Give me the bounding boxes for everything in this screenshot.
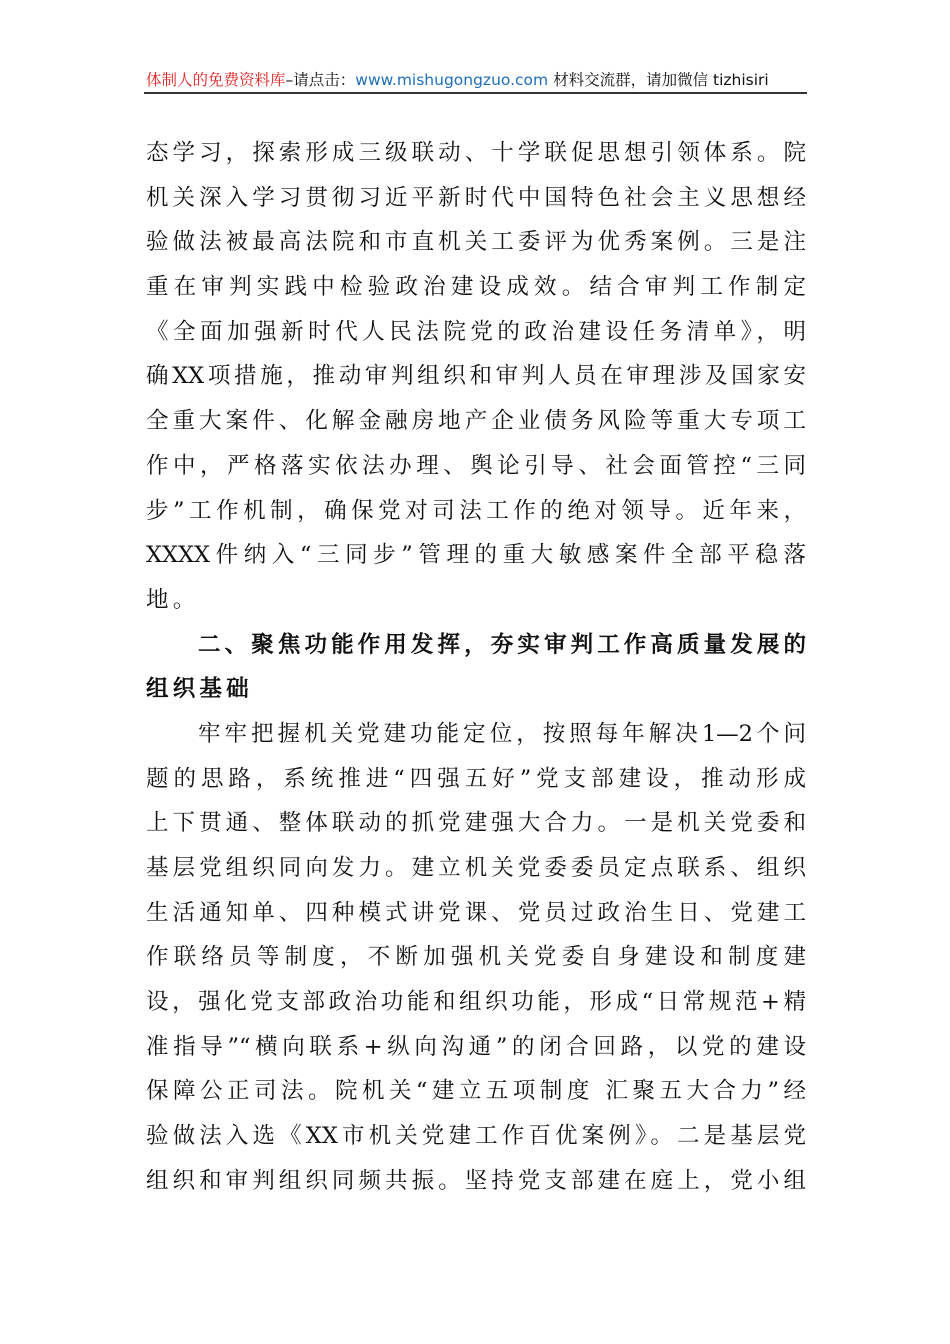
text-line: 《全面加强新时代人民法院党的政治建设任务清单》，明 [146,318,806,345]
page-header [146,68,806,90]
site-name: 体制人的免费资料库 [146,71,286,89]
document-body [146,136,806,1209]
text-line: 牢牢把握机关党建功能定位，按照每年解决1—2个问 [198,720,806,747]
text-line: 地。 [146,586,200,613]
heading-line: 组织基础 [146,676,253,703]
section-heading [146,628,806,717]
text-line: 设，强化党支部政治功能和组织功能，形成“日常规范+精 [146,989,806,1016]
text-line: 保障公正司法。院机关“建立五项制度 汇聚五大合力”经 [146,1078,806,1105]
text-line: 作中，严格落实依法办理、舆论引导、社会面管控“三同 [146,452,806,479]
text-line: 全重大案件、化解金融房地产企业债务风险等重大专项工 [146,408,806,435]
text-line: 题的思路，系统推进“四强五好”党支部建设，推动形成 [146,765,806,792]
text-line: 作联络员等制度，不断加强机关党委自身建设和制度建 [146,944,806,971]
text-line: 重在审判实践中检验政治建设成效。结合审判工作制定 [146,274,806,301]
text-line: 验做法被最高法院和市直机关工委评为优秀案例。三是注 [146,229,806,256]
paragraph-2 [146,717,806,1209]
text-line: XXXX件纳入“三同步”管理的重大敏感案件全部平稳落 [146,542,806,569]
header-url-link[interactable]: www.mishugongzuo.com [355,71,549,89]
text-line: 组织和审判组织同频共振。坚持党支部建在庭上，党小组 [146,1167,806,1194]
text-line: 验做法入选《XX市机关党建工作百优案例》。二是基层党 [146,1123,806,1150]
heading-line: 二、聚焦功能作用发挥，夯实审判工作高质量发展的 [198,631,806,658]
text-line: 态学习，探索形成三级联动、十学联促思想引领体系。院 [146,140,806,166]
text-line: 准指导”“横向联系+纵向沟通”的闭合回路，以党的建设 [146,1033,806,1060]
header-prompt: –请点击： [285,71,356,89]
header-contact: 材料交流群，请加微信 tizhisiri [553,71,769,89]
text-line: 生活通知单、四种模式讲党课、党员过政治生日、党建工 [146,899,806,926]
text-line: 上下贯通、整体联动的抓党建强大合力。一是机关党委和 [146,810,806,837]
text-line: 确XX项措施，推动审判组织和审判人员在审理涉及国家安 [146,363,806,390]
paragraph-1 [146,136,806,628]
text-line: 步”工作机制，确保党对司法工作的绝对领导。近年来， [146,497,806,524]
text-line: 机关深入学习贯彻习近平新时代中国特色社会主义思想经 [146,184,806,211]
header-divider [144,92,807,94]
text-line: 基层党组织同向发力。建立机关党委委员定点联系、组织 [146,855,806,881]
